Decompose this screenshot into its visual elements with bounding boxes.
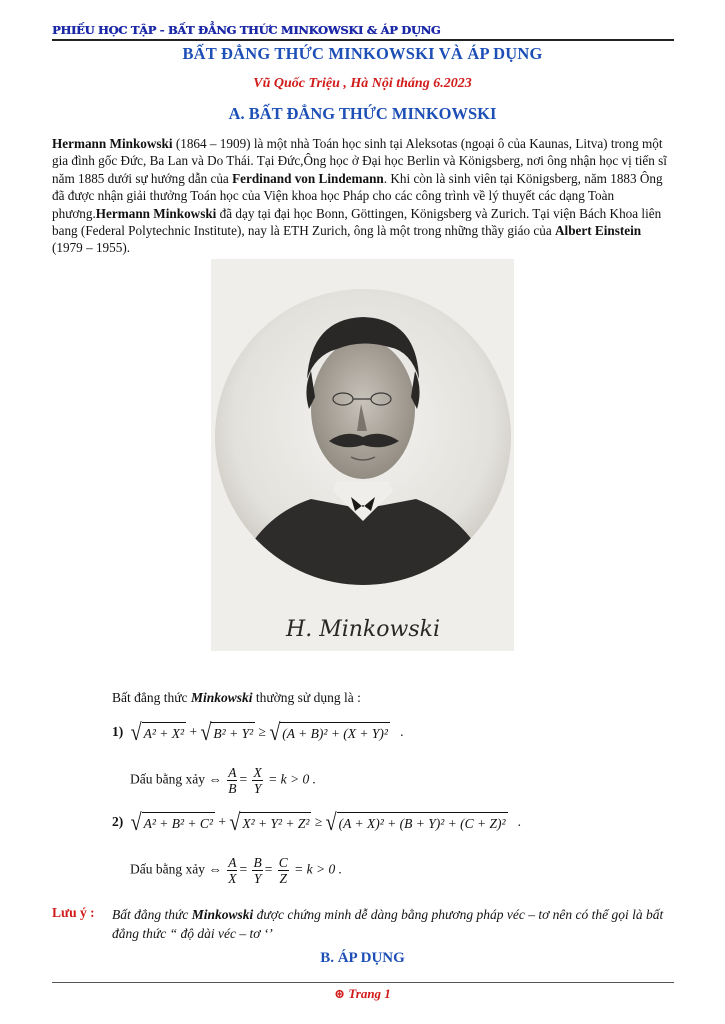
- bio-name-einstein: Albert Einstein: [555, 223, 642, 239]
- formula-2-term-b: X² + Y² + Z²: [240, 812, 311, 834]
- frac-den: Y: [253, 781, 262, 796]
- intro-text-before: Bất đẳng thức: [112, 690, 191, 705]
- formula-1: 1) √ A² + X² + √ B² + Y² ≥ √ (A + B)² + (X + Y)² .: [112, 719, 404, 747]
- portrait-image: [211, 259, 514, 651]
- frac-den: X: [228, 871, 237, 886]
- equality-1-fraction-2: [252, 765, 262, 796]
- formula-2-sqrt-right: √ (A + X)² + (B + Y)² + (C + Z)²: [325, 809, 506, 837]
- equality-1-fraction-1: [227, 765, 237, 796]
- formula-2-number: 2): [112, 814, 124, 830]
- frac-den: Y: [253, 871, 262, 886]
- portrait-signature: H. Minkowski: [286, 617, 440, 642]
- frac-num: A: [228, 855, 237, 870]
- bio-text-3: đã dạy tại đại học Bonn, Göttingen, Königsberg và Zurich. Tại viện Bách Khoa liên bang (Federal Polytechnic Institute), nay là ETH Zurich, ông là một trong những thầy giáo của: [52, 205, 662, 239]
- note-text: [112, 905, 677, 943]
- header-title: PHIẾU HỌC TẬP - BẤT ĐẲNG THỨC MINKOWSKI & ÁP DỤNG: [52, 23, 441, 37]
- document-title: BẤT ĐẲNG THỨC MINKOWSKI VÀ ÁP DỤNG: [182, 44, 543, 63]
- biography-paragraph: [52, 135, 674, 257]
- note-text-after: được chứng minh dễ dàng bằng phương pháp véc – tơ nên có thể gọi là bất đẳng thức “ độ dài véc – tơ ‘’: [112, 907, 664, 941]
- formula-1-right: (A + B)² + (X + Y)²: [280, 722, 390, 744]
- author-line: Vũ Quốc Triệu , Hà Nội tháng 6.2023: [253, 76, 472, 91]
- equality-condition-1: Dấu bằng xảy ⇔ $\frac{A}{B}$ = $\frac{X}{Y}$ = k > 0 .: [130, 765, 316, 796]
- formula-1-number: 1): [112, 724, 124, 740]
- bio-name-minkowski: Hermann Minkowski: [52, 136, 173, 151]
- portrait-illustration: [211, 259, 514, 651]
- frac-num: C: [278, 855, 288, 870]
- formula-1-sqrt-right: √ (A + B)² + (X + Y)²: [269, 719, 388, 747]
- intro-line: [112, 690, 361, 706]
- formula-1-term-b: B² + Y²: [211, 722, 255, 744]
- frac-den: B: [228, 781, 237, 796]
- footer-rule: [52, 982, 674, 983]
- note-label: Lưu ý :: [52, 905, 95, 920]
- formula-1-term-a: A² + X²: [142, 722, 186, 744]
- page-header: [52, 20, 674, 42]
- note-text-before: Bất đẳng thức: [112, 907, 192, 922]
- frac-num: B: [253, 855, 262, 870]
- bio-text-2: . Khi còn là sinh viên tại Königsberg, năm 1883 Ông đã được nhận giải thưởng Toán học của Viện khoa học Pháp cho các công trình về lý thuyết các dạng Toàn phương.: [52, 170, 663, 221]
- frac-den: Z: [279, 871, 287, 886]
- bio-text-4: (1979 – 1955).: [52, 240, 131, 256]
- equality-2-fraction-1: [227, 855, 237, 886]
- intro-name: Minkowski: [190, 690, 253, 705]
- page-number: ⊛ Trang 1: [334, 986, 391, 1001]
- equality-2-fraction-3: [278, 855, 289, 886]
- equality-2-label: Dấu bằng xảy ⇔: [130, 861, 222, 877]
- formula-2-term-a: A² + B² + C²: [142, 812, 215, 834]
- section-b-heading: B. ÁP DỤNG: [320, 950, 405, 966]
- bio-name-lindemann: Ferdinand von Lindemann: [232, 170, 384, 186]
- formula-1-sqrt-a: √ A² + X²: [130, 719, 185, 747]
- note-name: Minkowski: [191, 907, 254, 922]
- header-rule: [52, 39, 674, 41]
- frac-num: A: [228, 765, 237, 780]
- frac-num: X: [253, 765, 262, 780]
- section-a-heading: A. BẤT ĐẲNG THỨC MINKOWSKI: [228, 104, 497, 123]
- equality-1-label: Dấu bằng xảy ⇔: [130, 771, 222, 787]
- formula-1-sqrt-b: √ B² + Y²: [200, 719, 254, 747]
- equality-2-fraction-2: [252, 855, 262, 886]
- formula-2: 2) √ A² + B² + C² + √ X² + Y² + Z² ≥ √ (A + X)² + (B + Y)² + (C + Z)² .: [112, 809, 522, 837]
- formula-2-sqrt-b: √ X² + Y² + Z²: [229, 809, 310, 837]
- bio-name-minkowski-2: Hermann Minkowski: [95, 205, 217, 221]
- equality-condition-2: Dấu bằng xảy ⇔ $\frac{A}{X}$ = $\frac{B}{Y}$ = $\frac{C}{Z}$ = k > 0 .: [130, 855, 342, 886]
- equality-2-tail: = k > 0 .: [294, 861, 342, 877]
- bio-text-1: (1864 – 1909) là một nhà Toán học sinh tại Aleksotas (ngoại ô của Kaunas, Litva) trong một gia đình gốc Đức, Ba Lan và Do Thái. Tại Đức,Ông học ở Đại học Berlin và Königsberg, nơi ông nhận học vị tiến sĩ năm 1885 dưới sự hướng dẫn của: [52, 136, 667, 186]
- equality-1-tail: = k > 0 .: [268, 771, 316, 787]
- intro-text-after: thường sử dụng là :: [252, 690, 361, 705]
- formula-2-right: (A + X)² + (B + Y)² + (C + Z)²: [337, 812, 508, 834]
- formula-2-sqrt-a: √ A² + B² + C²: [130, 809, 213, 837]
